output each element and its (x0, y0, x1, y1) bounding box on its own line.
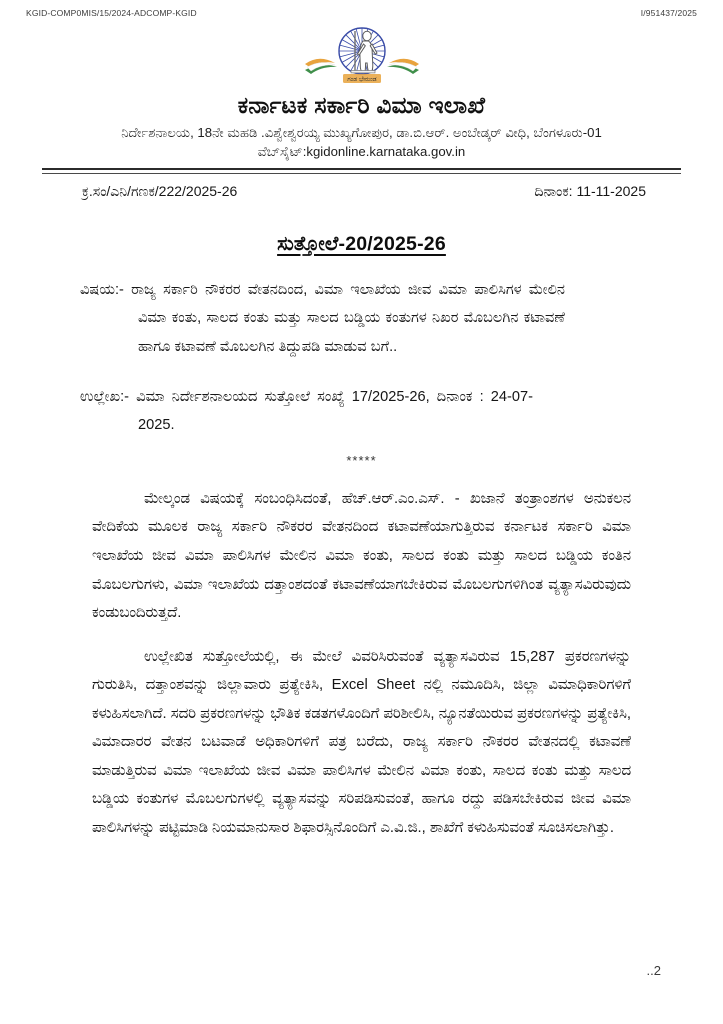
header-divider (42, 168, 681, 174)
page-number: ..2 (646, 963, 661, 978)
circular-number: ಸುತ್ತೋಲೆ-20/2025-26 (277, 232, 446, 255)
file-reference-right: I/951437/2025 (640, 8, 697, 18)
file-reference-left: KGID-COMP0MIS/15/2024-ADCOMP-KGID (26, 8, 197, 18)
file-number: ಕ್ರ.ಸಂ/ಎನಿ/ಗಣಕ/222/2025-26 (82, 182, 238, 199)
reference-block: ಉಲ್ಲೇಖ:- ವಿಮಾ ನಿರ್ದೇಶನಾಲಯದ ಸುತ್ತೋಲೆ ಸಂಖ್ಯೆ 17/2025-26, ದಿನಾಂಕ : 24-07-2025. (80, 389, 533, 434)
emblem-container (40, 24, 683, 90)
document-date: ದಿನಾಂಕ: 11-11-2025 (534, 182, 646, 199)
document-meta-row (26, 8, 697, 18)
department-website: ವೆಬ್‌ಸೈಟ್:kgidonline.karnataka.gov.in (257, 143, 466, 159)
star-separator: ***** (346, 452, 377, 468)
svg-text:ಗಂಡ ಭೇರುಂಡ: ಗಂಡ ಭೇರುಂಡ (346, 76, 377, 83)
body-paragraph-1: ಮೇಲ್ಕಂಡ ವಿಷಯಕ್ಕೆ ಸಂಬಂಧಿಸಿದಂತೆ, ಹೆಚ್.ಆರ್.ಎಂ.ಎಸ್. - ಖಜಾನೆ ತಂತ್ರಾಂಶಗಳ ಅನುಕಲನ ವೇದಿಕೆಯ ಮೂಲಕ ರಾಜ್ಯ ಸರ್ಕಾರಿ ನೌಕರರ ವೇತನದಿಂದ ಕಟಾವಣೆಯಾಗುತ್ತಿರುವ ಕರ್ನಾಟಕ ಸರ್ಕಾರಿ ವಿಮಾ ಇಲಾಖೆಯ ಜೀವ ವಿಮಾ ಪಾಲಿಸಿಗಳ ಮೇಲಿನ ವಿಮಾ ಕಂತು, ಸಾಲದ ಕಂತು ಮತ್ತು ಸಾಲದ ಬಡ್ಡಿಯ ಕಂತಿನ ಮೊಬಲಗುಗಳು, ವಿಮಾ ಇಲಾಖೆಯ ದತ್ತಾಂಶದಂತೆ ಕಟಾವಣೆಯಾಗಬೇಕಿರುವ ಮೊಬಲಗುಗಳಿಗಿಂತ ವ್ಯತ್ಯಾಸವಿರುವುದು ಕಂಡುಬಂದಿರುತ್ತದೆ. (92, 490, 631, 622)
department-address: ನಿರ್ದೇಶನಾಲಯ, 18ನೇ ಮಹಡಿ .ವಿಶ್ವೇಶ್ವರಯ್ಯ ಮುಖ್ಯಗೋಪುರ, ಡಾ.ಬಿ.ಆರ್. ಅಂಬೇಡ್ಕರ್ ವೀಧಿ, ಬೆಂಗಳೂರು-01 (121, 125, 602, 141)
department-title: ಕರ್ನಾಟಕ ಸರ್ಕಾರಿ ವಿಮಾ ಇಲಾಖೆ (237, 92, 486, 118)
file-number-date-row (40, 183, 683, 200)
subject-block: ವಿಷಯ:- ರಾಜ್ಯ ಸರ್ಕಾರಿ ನೌಕರರ ವೇತನದಿಂದ, ವಿಮಾ ಇಲಾಖೆಯ ಜೀವ ವಿಮಾ ಪಾಲಿಸಿಗಳ ಮೇಲಿನ ವಿಮಾ ಕಂತು, ಸಾಲದ ಕಂತು ಮತ್ತು ಸಾಲದ ಬಡ್ಡಿಯ ಕಂತುಗಳ ನಿಖರ ಮೊಬಲಗಿನ ಕಟಾವಣೆ ಹಾಗೂ ಕಟಾವಣೆ ಮೊಬಲಗಿನ ತಿದ್ದುಪಡಿ ಮಾಡುವ ಬಗೆ.. (80, 281, 565, 355)
body-paragraph-2: ಉಲ್ಲೇಖಿತ ಸುತ್ತೋಲೆಯಲ್ಲಿ, ಈ ಮೇಲೆ ವಿವರಿಸಿರುವಂತೆ ವ್ಯತ್ಯಾಸವಿರುವ 15,287 ಪ್ರಕರಣಗಳನ್ನು ಗುರುತಿಸಿ, ದತ್ತಾಂಶವನ್ನು ಜಿಲ್ಲಾವಾರು ಪ್ರತ್ಯೇಕಿಸಿ, Excel Sheet ನಲ್ಲಿ ನಮೂದಿಸಿ, ಜಿಲ್ಲಾ ವಿಮಾಧಿಕಾರಿಗಳಿಗೆ ಕಳುಹಿಸಲಾಗಿದೆ. ಸದರಿ ಪ್ರಕರಣಗಳನ್ನು ಭೌತಿಕ ಕಡತಗಳೊಂದಿಗೆ ಪರಿಶೀಲಿಸಿ, ನ್ಯೂನತೆಯಿರುವ ಪ್ರಕರಣಗಳನ್ನು ಪ್ರತ್ಯೇಕಿಸಿ, ವಿಮಾದಾರರ ವೇತನ ಬಟವಾಡೆ ಅಧಿಕಾರಿಗಳಿಗೆ ಪತ್ರ ಬರೆದು, ರಾಜ್ಯ ಸರ್ಕಾರಿ ನೌಕರರ ವೇತನದಲ್ಲಿ ಕಟಾವಣೆ ಮಾಡುತ್ತಿರುವ ವಿಮಾ ಇಲಾಖೆಯ ಜೀವ ವಿಮಾ ಪಾಲಿಸಿಗಳ ಮೇಲಿನ ವಿಮಾ ಕಂತು, ಸಾಲದ ಕಂತು ಮತ್ತು ಸಾಲದ ಬಡ್ಡಿಯ ಕಂತುಗಳ ಮೊಬಲಗುಗಳಲ್ಲಿ ವ್ಯತ್ಯಾಸವನ್ನು ಸರಿಪಡಿಸುವಂತೆ, ಹಾಗೂ ರದ್ದು ಪಡಿಸಬೇಕಿರುವ ಜೀವ ವಿಮಾ ಪಾಲಿಸಿಗಳನ್ನು ಪಟ್ಟಿಮಾಡಿ ನಿಯಮಾನುಸಾರ ಶಿಫಾರಸ್ಸಿನೊಂದಿಗೆ ಎ.ವಿ.ಜಿ., ಶಾಖೆಗೆ ಕಳುಹಿಸುವಂತೆ ಸೂಚಿಸಲಾಗಿತ್ತು. (92, 648, 631, 836)
karnataka-government-emblem-icon (299, 24, 425, 90)
